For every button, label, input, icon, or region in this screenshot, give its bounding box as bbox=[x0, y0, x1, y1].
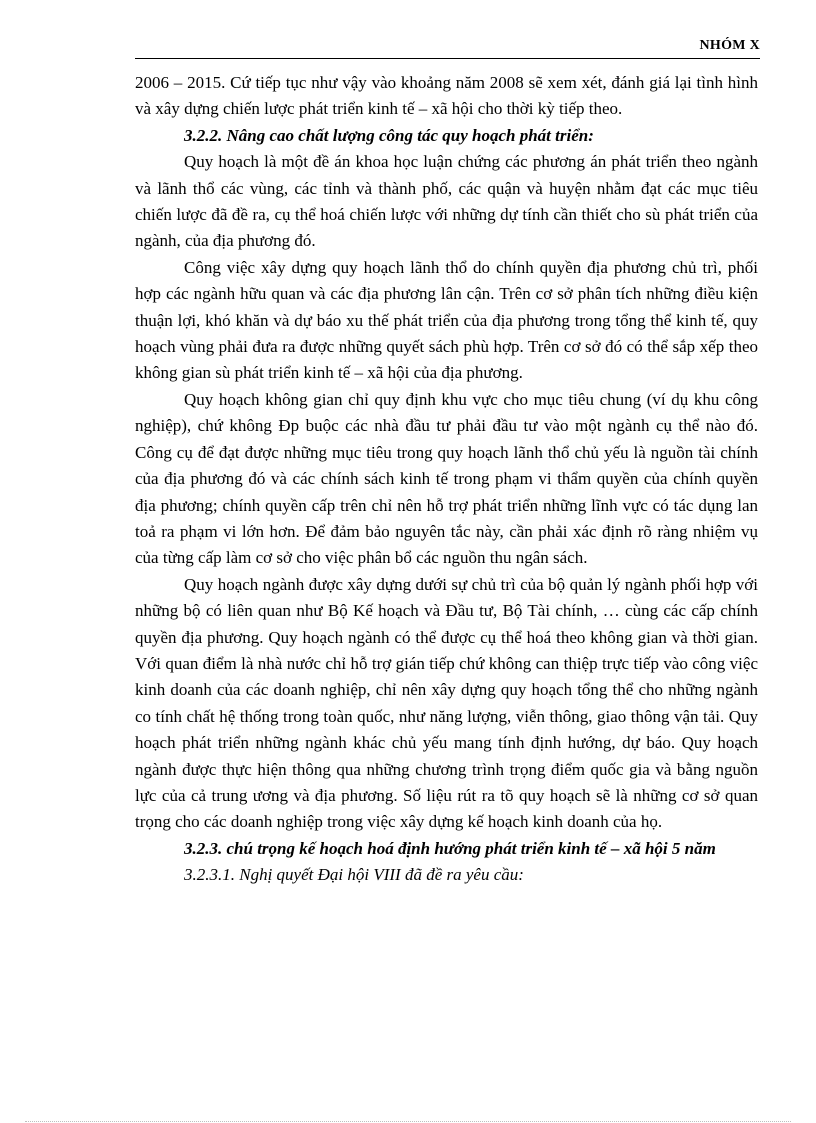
paragraph-territorial-planning: Công việc xây dựng quy hoạch lãnh thổ do chính quyền địa phương chủ trì, phối hợp các ngành hữu quan và các địa phương lân cận. Trên cơ sở phân tích những điều kiện thuận lợi, khó khăn và dự báo xu thế phát triển của địa phương trong tổng thể kinh tế, quy hoạch vùng phải đưa ra được những quyết sách phù hợp. Trên cơ sở đó có thể sắp xếp theo không gian sù phát triển kinh tế – xã hội của địa phương. bbox=[135, 257, 758, 383]
document-body bbox=[135, 70, 758, 889]
paragraph-spatial-planning: Quy hoạch không gian chỉ quy định khu vực cho mục tiêu chung (ví dụ khu công nghiệp), chứ không Ðp buộc các nhà đầu tư phải đầu tư vào một ngành cụ thể nào đó. Công cụ để đạt được những mục tiêu trong quy hoạch lãnh thổ chủ yếu là nguồn tài chính của địa phương đó và các chính sách kinh tế trong phạm vi thẩm quyền của chính quyền địa phương; chính quyền cấp trên chỉ nên hỗ trợ phát triển những lĩnh vực có tác dụng lan toả ra phạm vi lớn hơn. Để đảm bảo nguyên tắc này, cần phải xác định rõ ràng nhiệm vụ của từng cấp làm cơ sở cho việc phân bổ các nguồn thu ngân sách. bbox=[135, 389, 758, 568]
paragraph-planning-definition: Quy hoạch là một đề án khoa học luận chứng các phương án phát triển theo ngành và lãnh thổ các vùng, các tỉnh và thành phố, các quận và huyện nhằm đạt các mục tiêu chiến lược đã đề ra, cụ thể hoá chiến lược với những dự tính cần thiết cho sù phát triển của ngành, của địa phương đó. bbox=[135, 152, 758, 251]
subsection-heading-3-2-3-1: 3.2.3.1. Nghị quyết Đại hội VIII đã đề ra yêu cầu: bbox=[184, 865, 524, 885]
paragraph-sector-planning: Quy hoạch ngành được xây dựng dưới sự chủ trì của bộ quản lý ngành phối hợp với những bộ có liên quan như Bộ Kế hoạch và Đầu tư, Bộ Tài chính, … cùng các cấp chính quyền địa phương. Quy hoạch ngành có thể được cụ thể hoá theo không gian và thời gian. Với quan điểm là nhà nước chỉ hỗ trợ gián tiếp chứ không can thiệp trực tiếp vào công việc kinh doanh của các doanh nghiệp, chỉ nên xây dựng quy hoạch tổng thể cho những ngành co tính chất hệ thống trong toàn quốc, như năng lượng, viễn thông, giao thông vận tải. Quy hoạch phát triển những ngành khác chủ yếu mang tính định hướng, dự báo. Quy hoạch ngành được thực hiện thông qua những chương trình trọng điểm quốc gia và bằng nguồn lực của cả trung ương và địa phương. Số liệu rút ra tõ quy hoạch sẽ là những cơ sở quan trọng cho các doanh nghiệp trong việc xây dựng kế hoạch kinh doanh của họ. bbox=[135, 574, 758, 832]
section-heading-3-2-2: 3.2.2. Nâng cao chất lượng công tác quy hoạch phát triển: bbox=[184, 125, 594, 145]
page-header: NHÓM X bbox=[699, 38, 760, 53]
section-heading-3-2-3: 3.2.3. chú trọng kế hoạch hoá định hướng phát triển kinh tế – xã hội 5 năm bbox=[184, 838, 716, 858]
paragraph-continuation: 2006 – 2015. Cứ tiếp tục như vậy vào khoảng năm 2008 sẽ xem xét, đánh giá lại tình hình và xây dựng chiến lược phát triển kinh tế – xã hội cho thời kỳ tiếp theo. bbox=[135, 73, 758, 119]
footer-divider bbox=[25, 1121, 791, 1122]
header-divider bbox=[135, 58, 760, 59]
